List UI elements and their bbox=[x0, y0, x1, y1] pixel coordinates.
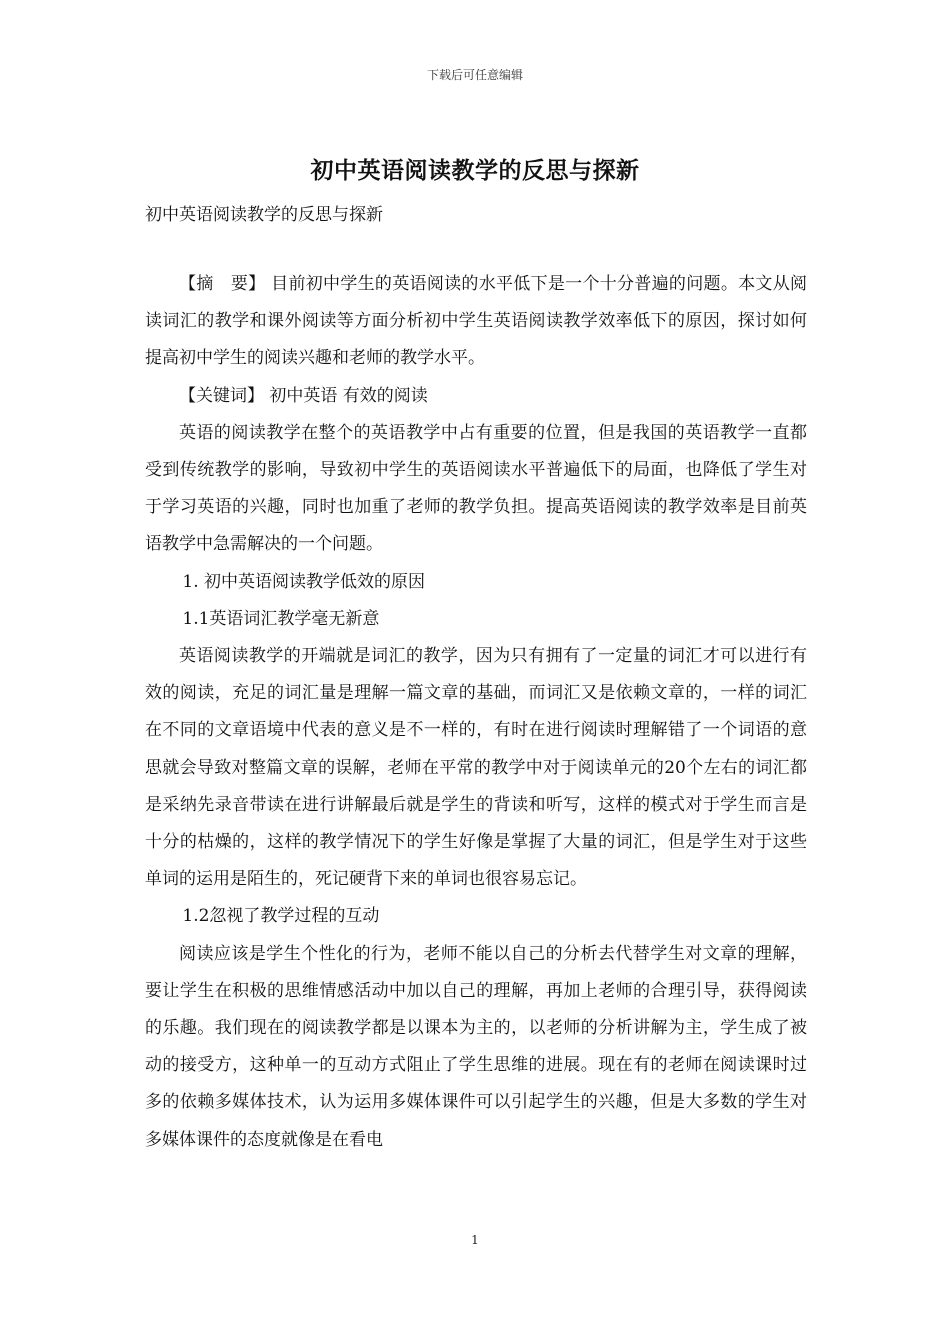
document-title: 初中英语阅读教学的反思与探新 bbox=[310, 157, 640, 184]
document-subtitle: 初中英语阅读教学的反思与探新 bbox=[145, 205, 383, 225]
keywords-paragraph: 【关键词】 初中英语 有效的阅读 bbox=[179, 385, 428, 406]
header-note: 下载后可任意编辑 bbox=[426, 68, 523, 82]
body-paragraph: 阅读应该是学生个性化的行为，老师不能以自己的分析去代替学生对文章的理解，要让学生在积极的思维情感活动中加以自己的理解，再加上老师的合理引导，获得阅读的乐趣。我们现在的阅读教学都是以课本为主的，以老师的分析讲解为主，学生成了被动的接受方，这种单一的互动方式阻止了学生思维的进展。现在有的老师在阅读课时过多的依赖多媒体技术，认为运用多媒体课件可以引起学生的兴趣，但是大多数的学生对多媒体课件的态度就像是在看电 bbox=[145, 943, 807, 1150]
section-heading-1: 1. 初中英语阅读教学低效的原因 bbox=[182, 571, 426, 592]
section-heading-1-2: 1.2忽视了教学过程的互动 bbox=[182, 906, 380, 927]
page-number: 1 bbox=[471, 1233, 479, 1247]
section-heading-1-1: 1.1英语词汇教学毫无新意 bbox=[182, 608, 380, 629]
intro-paragraph: 英语的阅读教学在整个的英语教学中占有重要的位置，但是我国的英语教学一直都受到传统教学的影响，导致初中学生的英语阅读水平普遍低下的局面，也降低了学生对于学习英语的兴趣，同时也加重了老师的教学负担。提高英语阅读的教学效率是目前英语教学中急需解决的一个问题。 bbox=[145, 422, 807, 555]
body-paragraph: 英语阅读教学的开端就是词汇的教学，因为只有拥有了一定量的词汇才可以进行有效的阅读，充足的词汇量是理解一篇文章的基础，而词汇又是依赖文章的，一样的词汇在不同的文章语境中代表的意义是不一样的，有时在进行阅读时理解错了一个词语的意思就会导致对整篇文章的误解，老师在平常的教学中对于阅读单元的20个左右的词汇都是采纳先录音带读在进行讲解最后就是学生的背读和听写，这样的模式对于学生而言是十分的枯燥的，这样的教学情况下的学生好像是掌握了大量的词汇，但是学生对于这些单词的运用是陌生的，死记硬背下来的单词也很容易忘记。 bbox=[145, 646, 807, 890]
document-body bbox=[145, 266, 807, 1159]
abstract-paragraph: 【摘 要】 目前初中学生的英语阅读的水平低下是一个十分普遍的问题。本文从阅读词汇的教学和课外阅读等方面分析初中学生英语阅读教学效率低下的原因，探讨如何提高初中学生的阅读兴趣和老师的教学水平。 bbox=[145, 274, 807, 369]
